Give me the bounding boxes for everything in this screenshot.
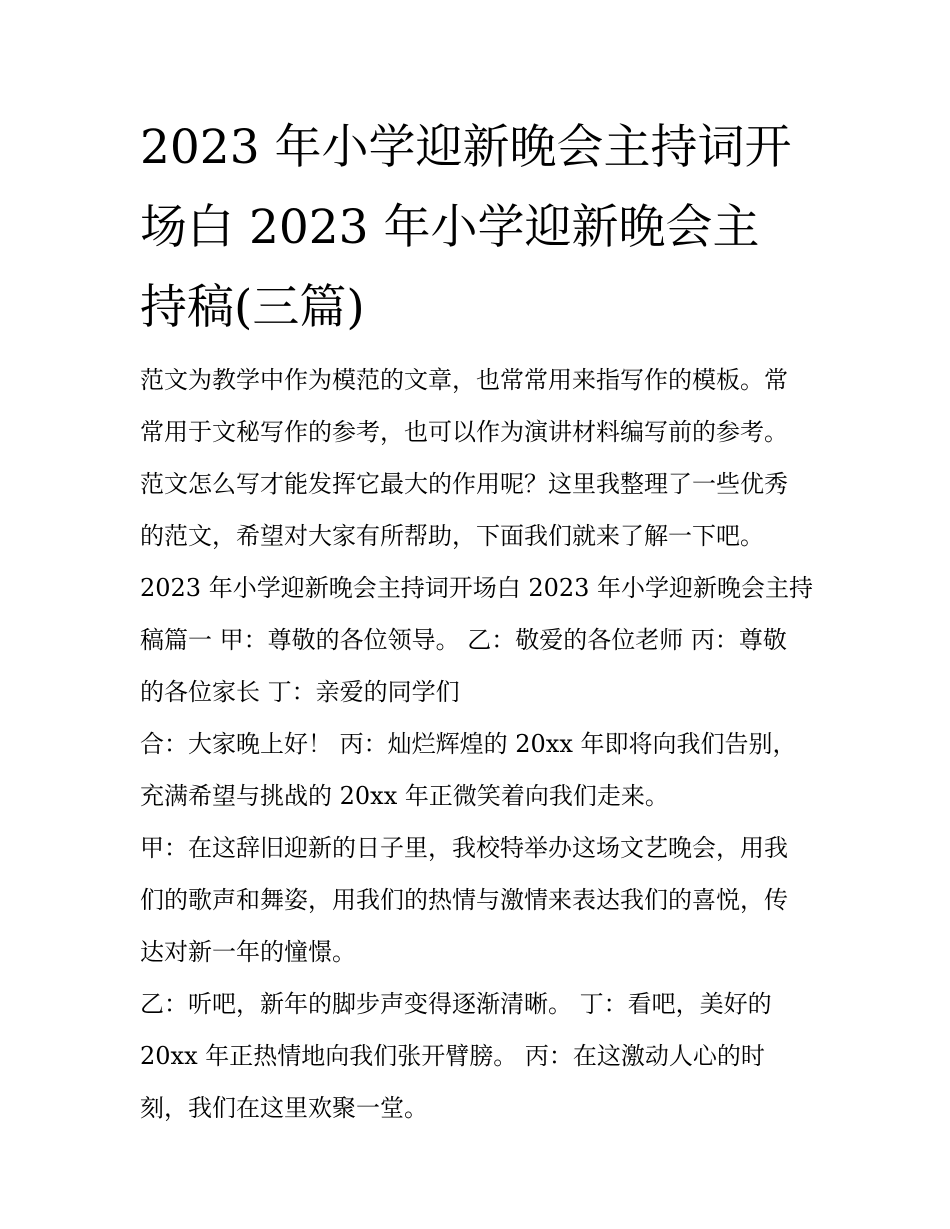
body-line: 2023 年小学迎新晚会主持词开场白 2023 年小学迎新晚会主持 <box>140 574 814 602</box>
body-line: 20xx 年正热情地向我们张开臂膀。 丙：在这激动人心的时 <box>140 1042 765 1070</box>
body-line: 的范文，希望对大家有所帮助，下面我们就来了解一下吧。 <box>140 522 764 550</box>
title-line: 2023 年小学迎新晚会主持词开 <box>140 120 792 175</box>
body-line: 甲：在这辞旧迎新的日子里，我校特举办这场文艺晚会，用我 <box>140 834 788 862</box>
title-line: 场白 2023 年小学迎新晚会主 <box>140 200 760 255</box>
title-line: 持稿(三篇) <box>140 280 365 335</box>
body-line: 刻，我们在这里欢聚一堂。 <box>140 1094 428 1122</box>
body-line: 乙：听吧，新年的脚步声变得逐渐清晰。 丁：看吧，美好的 <box>140 990 772 1018</box>
body-line: 们的歌声和舞姿，用我们的热情与激情来表达我们的喜悦，传 <box>140 886 788 914</box>
body-line: 稿篇一 甲：尊敬的各位领导。 乙：敬爱的各位老师 丙：尊敬 <box>140 626 787 654</box>
document-title <box>140 108 820 348</box>
body-line: 充满希望与挑战的 20xx 年正微笑着向我们走来。 <box>140 782 669 810</box>
body-line: 合：大家晚上好！ 丙：灿烂辉煌的 20xx 年即将向我们告别， <box>140 730 797 758</box>
body-line: 的各位家长 丁：亲爱的同学们 <box>140 678 460 706</box>
document-body <box>140 354 820 1134</box>
body-line: 范文为教学中作为模范的文章，也常常用来指写作的模板。常 <box>140 366 788 394</box>
body-line: 常用于文秘写作的参考，也可以作为演讲材料编写前的参考。 <box>140 418 788 446</box>
body-line: 范文怎么写才能发挥它最大的作用呢？这里我整理了一些优秀 <box>140 470 788 498</box>
body-line: 达对新一年的憧憬。 <box>140 938 356 966</box>
